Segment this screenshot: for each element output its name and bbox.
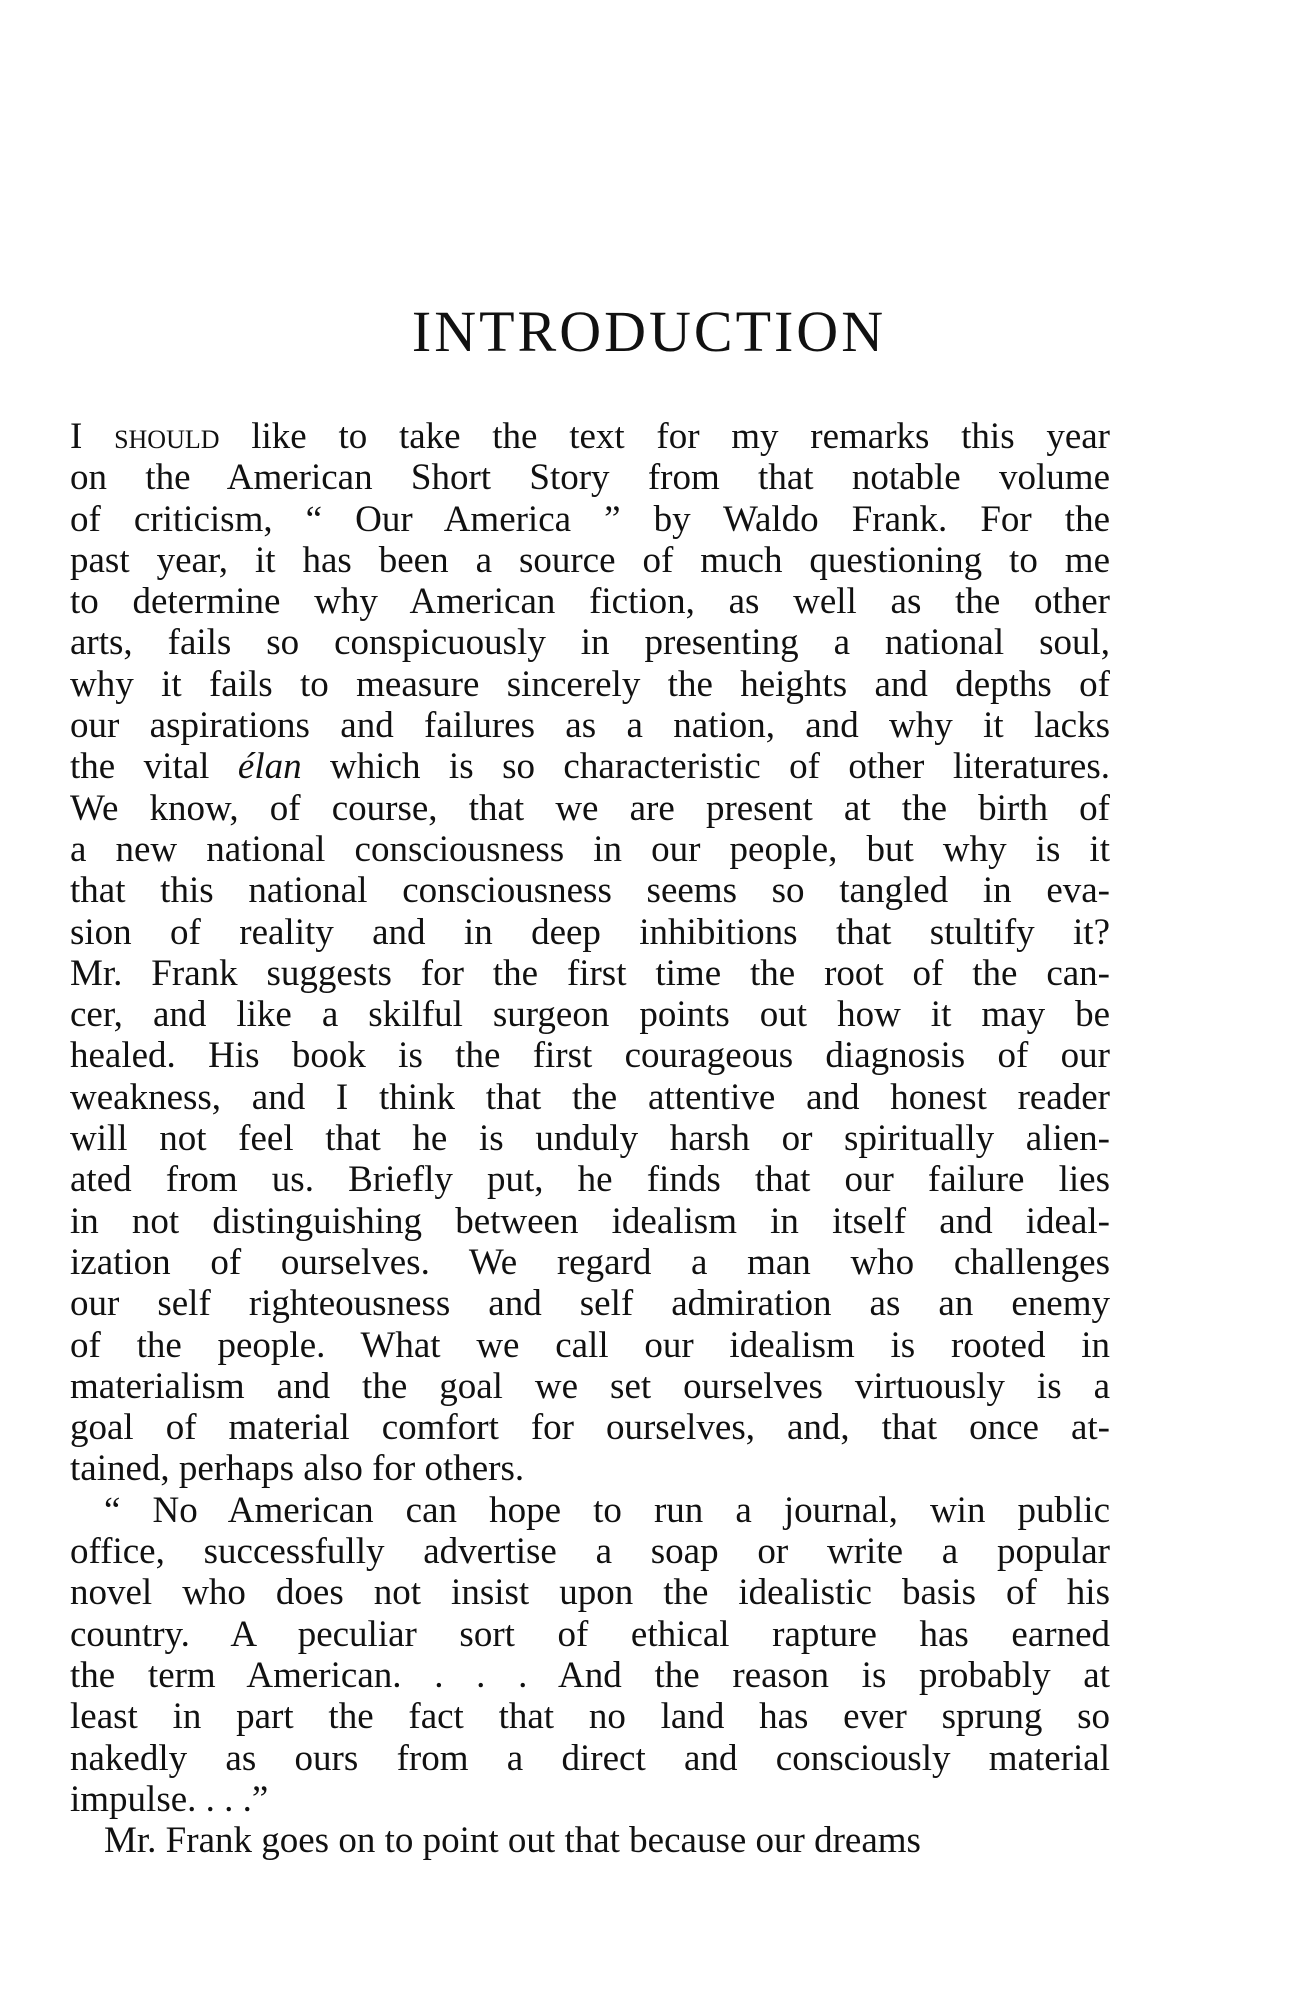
paragraph — [70, 1490, 1110, 1820]
text-line — [70, 416, 1110, 457]
text-line: on the American Short Story from that notable volume — [70, 457, 1110, 499]
text-line: tained, perhaps also for others. — [70, 1448, 525, 1490]
text-line: healed. His book is the first courageous diagnosis of our — [70, 1035, 1110, 1077]
chapter-body — [70, 416, 1110, 1861]
text-line: the term American. . . . And the reason is probably at — [70, 1654, 1110, 1696]
text-line: of the people. What we call our idealism is rooted in — [70, 1324, 1110, 1366]
text-line: impulse. . . .” — [70, 1778, 269, 1820]
text-line: a new national consciousness in our people, but why is it — [70, 828, 1110, 870]
text-line: novel who does not insist upon the idealistic basis of his — [70, 1572, 1110, 1614]
text-line: least in part the fact that no land has ever sprung so — [70, 1696, 1110, 1738]
text-line: that this national consciousness seems so tangled in eva- — [70, 870, 1110, 912]
paragraph — [70, 1820, 1110, 1861]
paragraph — [70, 416, 1110, 1490]
text-line: nakedly as ours from a direct and consciously material — [70, 1737, 1110, 1779]
text-line: office, successfully advertise a soap or write a popular — [70, 1531, 1110, 1573]
text-line: cer, and like a skilful surgeon points out how it may be — [70, 994, 1110, 1036]
text-line: Mr. Frank suggests for the first time the root of the can- — [70, 952, 1110, 994]
text-line: ization of ourselves. We regard a man who challenges — [70, 1241, 1110, 1283]
text-line: will not feel that he is unduly harsh or spiritually alien- — [70, 1118, 1110, 1160]
text-line: country. A peculiar sort of ethical rapture has earned — [70, 1613, 1110, 1655]
opening-word-smallcaps: should — [114, 416, 220, 457]
text-line: sion of reality and in deep inhibitions that stultify it? — [70, 911, 1110, 953]
text-line: ated from us. Briefly put, he finds that our failure lies — [70, 1159, 1110, 1201]
text-line: weakness, and I think that the attentive and honest reader — [70, 1076, 1110, 1118]
text-line: Mr. Frank goes on to point out that because our dreams — [104, 1820, 921, 1862]
text-line: materialism and the goal we set ourselves virtuously is a — [70, 1365, 1110, 1407]
line-text: like to take the text for my remarks this year — [219, 416, 1111, 457]
text-line: our self righteousness and self admiration as an enemy — [70, 1283, 1110, 1325]
text-line: We know, of course, that we are present at the birth of — [70, 787, 1110, 829]
text-line: why it fails to measure sincerely the heights and depths of — [70, 663, 1110, 705]
text-line: the vital élan which is so characteristic of other literatures. — [70, 746, 1111, 788]
italic-word: élan — [237, 746, 302, 788]
text-line: to determine why American fiction, as well as the other — [70, 581, 1110, 623]
text-line: our aspirations and failures as a nation, and why it lacks — [70, 705, 1110, 747]
text-line: of criticism, “ Our America ” by Waldo Frank. For the — [70, 498, 1110, 540]
text-line: past year, it has been a source of much questioning to me — [70, 539, 1110, 581]
chapter-title: INTRODUCTION — [411, 299, 887, 364]
opening-letter: I — [70, 416, 83, 457]
text-line: arts, fails so conspicuously in presenting a national soul, — [70, 622, 1110, 664]
text-line: goal of material comfort for ourselves, and, that once at- — [70, 1407, 1110, 1449]
text-line: “ No American can hope to run a journal, win public — [104, 1489, 1110, 1531]
text-line: in not distinguishing between idealism in itself and ideal- — [70, 1200, 1110, 1242]
